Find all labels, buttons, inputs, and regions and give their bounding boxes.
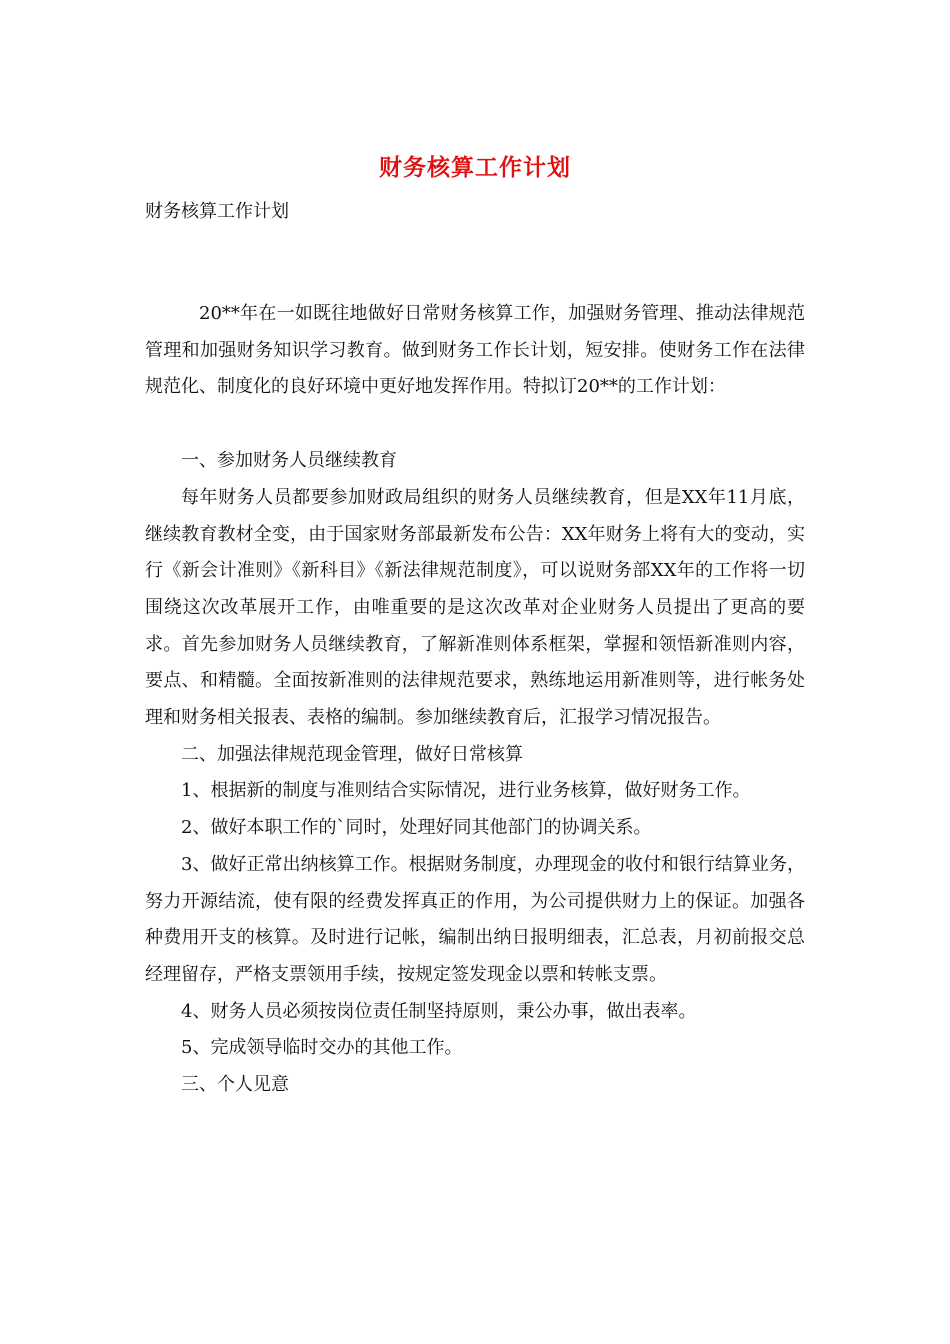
section-heading-3: 三、个人见意 bbox=[181, 1074, 289, 1096]
section-heading-2: 二、加强法律规范现金管理，做好日常核算 bbox=[181, 743, 523, 765]
intro-paragraph: 20**年在一如既往地做好日常财务核算工作，加强财务管理、推动法律规范管理和加强财务知识学习教育。做到财务工作长计划，短安排。使财务工作在法律规范化、制度化的良好环境中更好地发挥作用。特拟订20**的工作计划： bbox=[145, 303, 805, 398]
list-item-3: 3、做好正常出纳核算工作。根据财务制度，办理现金的收付和银行结算业务，努力开源结流，使有限的经费发挥真正的作用，为公司提供财力上的保证。加强各种费用开支的核算。及时进行记帐，编制出纳日报明细表，汇总表，月初前报交总经理留存，严格支票领用手续，按规定签发现金以票和转帐支票。 bbox=[145, 853, 805, 985]
document-body bbox=[145, 296, 805, 1104]
list-item-4: 4、财务人员必须按岗位责任制坚持原则，秉公办事，做出表率。 bbox=[181, 1000, 697, 1022]
list-item-2: 2、做好本职工作的`同时，处理好同其他部门的协调关系。 bbox=[181, 817, 652, 839]
section-heading-1: 一、参加财务人员继续教育 bbox=[181, 450, 397, 472]
document-title: 财务核算工作计划 bbox=[379, 154, 571, 181]
list-item-5: 5、完成领导临时交办的其他工作。 bbox=[181, 1037, 463, 1059]
document-subtitle: 财务核算工作计划 bbox=[145, 201, 289, 222]
paragraph-gap bbox=[145, 406, 805, 443]
list-item-1: 1、根据新的制度与准则结合实际情况，进行业务核算，做好财务工作。 bbox=[181, 780, 751, 802]
section-1-paragraph: 每年财务人员都要参加财政局组织的财务人员继续教育，但是XX年11月底，继续教育教材全变，由于国家财务部最新发布公告：XX年财务上将有大的变动，实行《新会计准则》《新科目》《新法律规范制度》，可以说财务部XX年的工作将一切围绕这次改革展开工作，由唯重要的是这次改革对企业财务人员提出了更高的要求。首先参加财务人员继续教育，了解新准则体系框架，掌握和领悟新准则内容，要点、和精髓。全面按新准则的法律规范要求，熟练地运用新准则等，进行帐务处理和财务相关报表、表格的编制。参加继续教育后，汇报学习情况报告。 bbox=[145, 486, 805, 729]
